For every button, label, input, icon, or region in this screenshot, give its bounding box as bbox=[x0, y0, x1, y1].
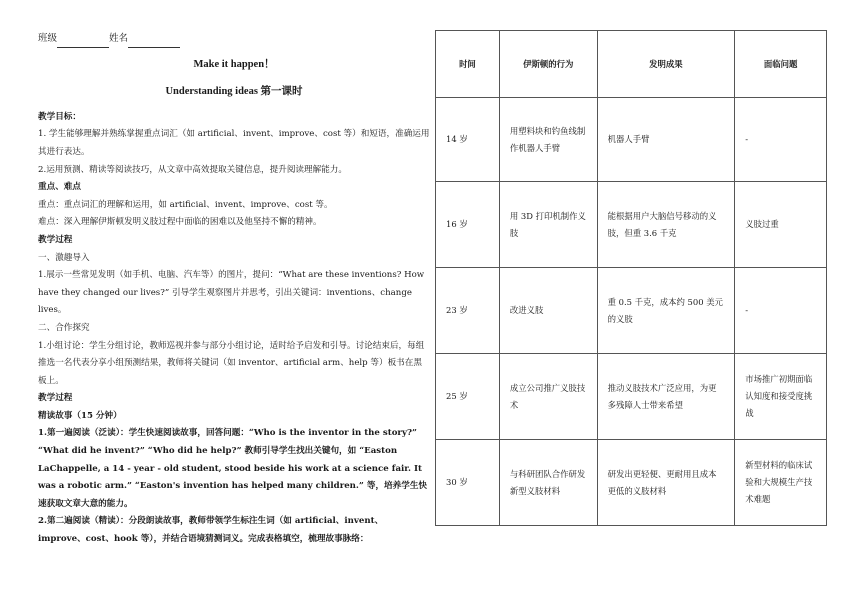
cell-problem: 新型材料的临床试验和大规模生产技术难题 bbox=[735, 440, 827, 526]
cell-action: 改进义肢 bbox=[499, 268, 597, 354]
name-label: 姓名 bbox=[109, 33, 129, 44]
table-row bbox=[436, 98, 827, 182]
reading-heading: 精读故事（15 分钟） bbox=[38, 410, 122, 421]
lesson-plan bbox=[38, 30, 430, 549]
table-row bbox=[436, 182, 827, 268]
header-problem: 面临问题 bbox=[735, 31, 827, 98]
table-row bbox=[436, 440, 827, 526]
cell-action: 用 3D 打印机制作义肢 bbox=[499, 182, 597, 268]
goal-2: 2.运用预测、精读等阅读技巧，从文章中高效提取关键信息，提升阅读理解能力。 bbox=[38, 164, 347, 175]
step1-heading: 一、激趣导入 bbox=[38, 252, 90, 263]
cell-age: 25 岁 bbox=[436, 354, 500, 440]
header-time: 时间 bbox=[436, 31, 500, 98]
reading-1: 1.第一遍阅读（泛读）：学生快速阅读故事，回答问题：“Who is the inventor in the story?” “What did he invent?” “Who did he help?” 教师引导学生找出关键句，如 “Easton LaChappelle, a 14 - year - old student, stood beside his work at a science fair. It was a robotic arm.” “Easton's invention has helped many children.” 等，培养学生快速获取文章大意的能力。 bbox=[38, 428, 428, 509]
cell-problem: - bbox=[735, 98, 827, 182]
document-title: Make it happen！ bbox=[193, 58, 275, 70]
cell-age: 23 岁 bbox=[436, 268, 500, 354]
cell-problem: 市场推广初期面临认知度和接受度挑战 bbox=[735, 354, 827, 440]
cell-problem: - bbox=[735, 268, 827, 354]
goals-heading: 教学目标： bbox=[38, 111, 81, 122]
key-heading: 重点、难点 bbox=[38, 182, 81, 193]
cell-age: 16 岁 bbox=[436, 182, 500, 268]
cell-result: 推动义肢技术广泛应用，为更多残障人士带来希望 bbox=[597, 354, 735, 440]
header-action: 伊斯顿的行为 bbox=[499, 31, 597, 98]
cell-result: 机器人手臂 bbox=[597, 98, 735, 182]
process-heading: 教学过程 bbox=[38, 234, 73, 245]
cell-age: 14 岁 bbox=[436, 98, 500, 182]
student-info-line bbox=[38, 30, 430, 48]
cell-action: 用塑料块和钓鱼线制作机器人手臂 bbox=[499, 98, 597, 182]
key-point: 重点：重点词汇的理解和运用，如 artificial、invent、improve、cost 等。 bbox=[38, 199, 333, 210]
cell-result: 研发出更轻便、更耐用且成本更低的义肢材料 bbox=[597, 440, 735, 526]
cell-age: 30 岁 bbox=[436, 440, 500, 526]
cell-result: 重 0.5 千克，成本约 500 美元的义肢 bbox=[597, 268, 735, 354]
reading-2: 2.第二遍阅读（精读）：分段朗读故事，教师带领学生标注生词（如 artificial、invent、improve、cost、hook 等），并结合语境猜测词义。完成表格填空，梳理故事脉络： bbox=[38, 516, 384, 545]
name-blank[interactable] bbox=[128, 37, 180, 48]
story-table-container bbox=[435, 30, 827, 526]
story-table bbox=[435, 30, 827, 526]
document-subtitle: Understanding ideas 第一课时 bbox=[165, 86, 303, 98]
class-label: 班级 bbox=[38, 33, 58, 44]
header-result: 发明成果 bbox=[597, 31, 735, 98]
difficult-point: 难点：深入理解伊斯顿发明义肢过程中面临的困难以及他坚持不懈的精神。 bbox=[38, 217, 322, 228]
step2-text: 1.小组讨论：学生分组讨论，教师巡视并参与部分小组讨论，适时给予启发和引导。讨论结束后，每组推选一名代表分享小组预测结果，教师将关键词（如 inventor、artificial arm、help 等）板书在黑板上。 bbox=[38, 340, 425, 386]
table-row bbox=[436, 268, 827, 354]
table-row bbox=[436, 354, 827, 440]
step1-text: 1.展示一些常见发明（如手机、电脑、汽车等）的图片，提问：“What are these inventions? How have they changed our lives?” 引导学生观察图片并思考，引出关键词：inventions、change lives。 bbox=[38, 270, 425, 316]
cell-action: 成立公司推广义肢技术 bbox=[499, 354, 597, 440]
cell-problem: 义肢过重 bbox=[735, 182, 827, 268]
class-blank[interactable] bbox=[57, 37, 109, 48]
process-heading-2: 教学过程 bbox=[38, 393, 73, 404]
step2-heading: 二、合作探究 bbox=[38, 322, 90, 333]
cell-result: 能根据用户大脑信号移动的义肢，但重 3.6 千克 bbox=[597, 182, 735, 268]
table-header-row bbox=[436, 31, 827, 98]
cell-action: 与科研团队合作研发新型义肢材料 bbox=[499, 440, 597, 526]
goal-1: 1. 学生能够理解并熟练掌握重点词汇（如 artificial、invent、improve、cost 等）和短语，准确运用其进行表达。 bbox=[38, 129, 430, 157]
